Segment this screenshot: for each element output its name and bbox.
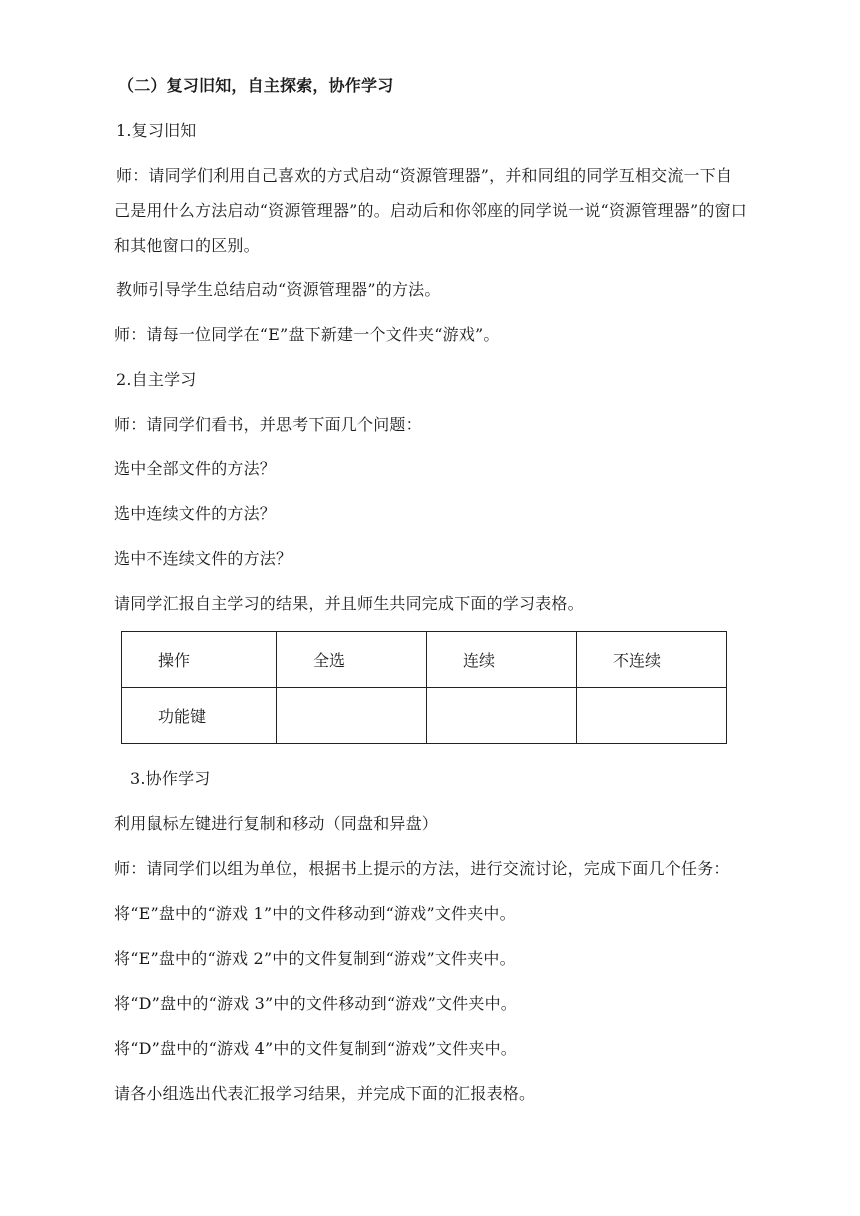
review-paragraph-line-1: 师：请同学们利用自己喜欢的方式启动“资源管理器”，并和同组的同学互相交流一下自 (116, 166, 733, 185)
collab-closing: 请各小组选出代表汇报学习结果，并完成下面的汇报表格。 (114, 1084, 536, 1103)
question-item: 选中全部文件的方法？ (114, 459, 277, 478)
collab-subtitle: 利用鼠标左键进行复制和移动（同盘和异盘） (114, 814, 439, 833)
review-task: 师：请每一位同学在“E”盘下新建一个文件夹“游戏”。 (114, 325, 500, 344)
self-study-intro: 师：请同学们看书，并思考下面几个问题： (114, 415, 422, 434)
table-cell (577, 688, 727, 744)
task-item: 将“E”盘中的“游戏 1”中的文件移动到“游戏”文件夹中。 (114, 904, 516, 923)
table-cell: 连续 (427, 632, 577, 688)
table-cell: 全选 (277, 632, 427, 688)
self-study-report: 请同学汇报自主学习的结果，并且师生共同完成下面的学习表格。 (114, 594, 584, 613)
collab-title: 3.协作学习 (130, 769, 211, 788)
question-item: 选中不连续文件的方法？ (114, 549, 293, 568)
task-item: 将“D”盘中的“游戏 4”中的文件复制到“游戏”文件夹中。 (114, 1039, 517, 1058)
task-item: 将“E”盘中的“游戏 2”中的文件复制到“游戏”文件夹中。 (114, 949, 516, 968)
collab-intro: 师：请同学们以组为单位，根据书上提示的方法，进行交流讨论，完成下面几个任务： (114, 859, 730, 878)
review-paragraph-line-3: 和其他窗口的区别。 (114, 236, 260, 255)
review-paragraph-line-2: 己是用什么方法启动“资源管理器”的。启动后和你邻座的同学说一说“资源管理器”的窗口 (114, 201, 747, 220)
table-cell: 操作 (122, 632, 277, 688)
table-header-row (122, 632, 727, 688)
table-cell: 不连续 (577, 632, 727, 688)
task-item: 将“D”盘中的“游戏 3”中的文件移动到“游戏”文件夹中。 (114, 994, 517, 1013)
table-row (122, 688, 727, 744)
review-summary: 教师引导学生总结启动“资源管理器”的方法。 (116, 280, 441, 299)
study-table (121, 631, 727, 744)
table-cell (277, 688, 427, 744)
review-title: 1.复习旧知 (116, 121, 197, 140)
section-heading: （二）复习旧知，自主探索，协作学习 (118, 76, 394, 95)
self-study-title: 2.自主学习 (116, 370, 197, 389)
table-cell (427, 688, 577, 744)
table-cell: 功能键 (122, 688, 277, 744)
question-item: 选中连续文件的方法？ (114, 504, 277, 523)
